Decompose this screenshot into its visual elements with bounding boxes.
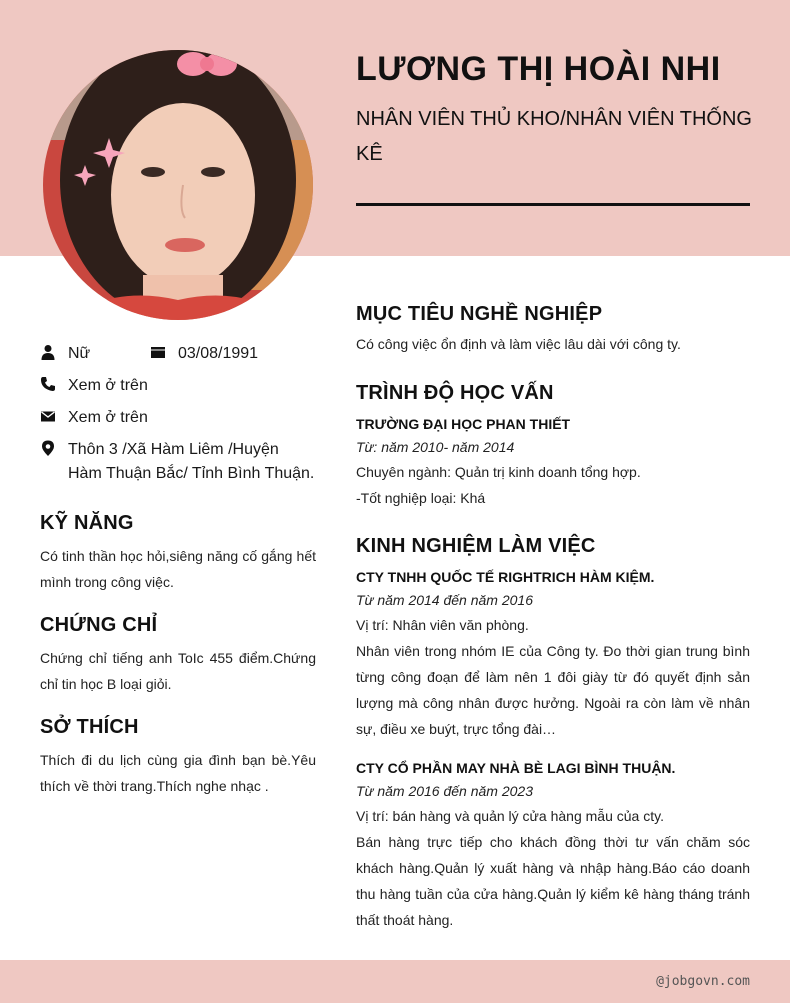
education-grade: -Tốt nghiệp loại: Khá bbox=[356, 490, 486, 506]
gender-value: Nữ bbox=[68, 345, 91, 362]
title-divider bbox=[356, 203, 750, 206]
phone-row bbox=[40, 374, 148, 398]
phone-icon bbox=[40, 376, 56, 392]
skills-title: KỸ NĂNG bbox=[40, 512, 134, 534]
avatar bbox=[43, 50, 313, 320]
gender-row bbox=[40, 342, 90, 366]
birthday-row bbox=[150, 342, 258, 366]
school-name: TRƯỜNG ĐẠI HỌC PHAN THIẾT bbox=[356, 416, 571, 432]
objective-title: MỤC TIÊU NGHỀ NGHIỆP bbox=[356, 303, 603, 325]
certificates-body: Chứng chỉ tiếng anh ToIc 455 điểm.Chứng chỉ tin học B loại giỏi. bbox=[40, 650, 316, 692]
job-title: NHÂN VIÊN THỦ KHO/NHÂN VIÊN THỐNG KÊ bbox=[356, 108, 752, 165]
address-line-2: Hàm Thuận Bắc/ Tỉnh Bình Thuận. bbox=[68, 465, 315, 482]
email-value: Xem ở trên bbox=[68, 409, 148, 426]
address-line-1: Thôn 3 /Xã Hàm Liêm /Huyện bbox=[68, 441, 279, 458]
phone-value: Xem ở trên bbox=[68, 377, 148, 394]
job-2-period: Từ năm 2016 đến năm 2023 bbox=[356, 783, 533, 799]
job-1-period: Từ năm 2014 đến năm 2016 bbox=[356, 592, 533, 608]
candidate-name: LƯƠNG THỊ HOÀI NHI bbox=[356, 50, 721, 88]
job-1-description: Nhân viên trong nhóm IE của Công ty. Đo thời gian trung bình từng công đoạn để làm nên 1 đôi giày từ đó quyết định sản lượng mà công nhân được hưởng. Ngoài ra còn làm về nhân sự, điều xe buýt, trực tổng đài… bbox=[356, 643, 750, 737]
calendar-icon bbox=[150, 344, 166, 360]
objective-body: Có công việc ổn định và làm việc lâu dài với công ty. bbox=[356, 336, 681, 352]
education-period: Từ: năm 2010- năm 2014 bbox=[356, 439, 515, 455]
job-2-position: Vị trí: bán hàng và quản lý cửa hàng mẫu của cty. bbox=[356, 808, 664, 824]
location-pin-icon bbox=[40, 440, 56, 456]
skills-body: Có tinh thần học hỏi,siêng năng cố gắng hết mình trong công việc. bbox=[40, 548, 316, 590]
certificates-title: CHỨNG CHỈ bbox=[40, 614, 158, 636]
email-row bbox=[40, 406, 148, 430]
address-row bbox=[40, 438, 314, 486]
education-title: TRÌNH ĐỘ HỌC VẤN bbox=[356, 382, 554, 404]
mail-icon bbox=[40, 408, 56, 424]
birthday-value: 03/08/1991 bbox=[178, 345, 259, 362]
job-1-position: Vị trí: Nhân viên văn phòng. bbox=[356, 617, 529, 633]
person-icon bbox=[40, 344, 56, 360]
job-2-description: Bán hàng trực tiếp cho khách đồng thời tư vấn chăm sóc khách hàng.Quản lý xuất hàng và nhập hàng.Báo cáo doanh thu hàng tuần của cửa hàng.Quản lý kiểm kê hàng tháng tránh thất thoát hàng. bbox=[356, 834, 750, 928]
job-2-company: CTY CỔ PHẦN MAY NHÀ BÈ LAGI BÌNH THUẬN. bbox=[356, 760, 676, 776]
education-major: Chuyên ngành: Quản trị kinh doanh tổng hợp. bbox=[356, 464, 641, 480]
experience-title: KINH NGHIỆM LÀM VIỆC bbox=[356, 535, 596, 557]
job-1-company: CTY TNHH QUỐC TẾ RIGHTRICH HÀM KIỆM. bbox=[356, 569, 655, 585]
hobbies-title: SỞ THÍCH bbox=[40, 716, 139, 738]
footer-watermark: @jobgovn.com bbox=[656, 974, 750, 989]
hobbies-body: Thích đi du lịch cùng gia đình bạn bè.Yêu thích về thời trang.Thích nghe nhạc . bbox=[40, 752, 316, 794]
